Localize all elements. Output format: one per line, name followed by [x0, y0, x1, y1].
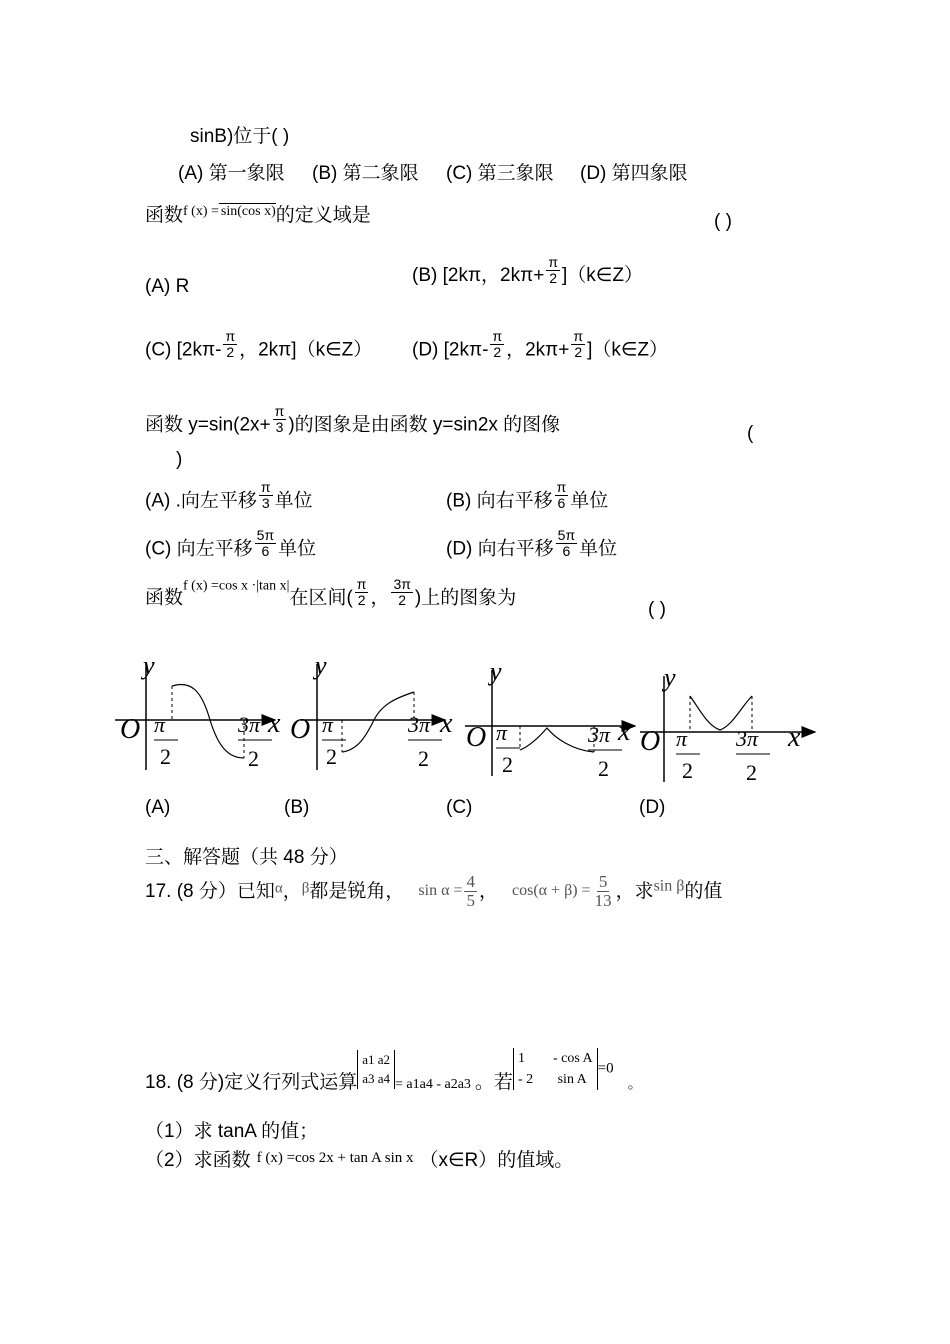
determinant: a1 a2 a3 a4 — [357, 1050, 395, 1089]
x-label: x — [440, 708, 453, 739]
prev-option-b: (B) 第二象限 — [312, 163, 419, 184]
q18-stem: 18. (8 分)定义行列式运算 a1 a2 a3 a4 $_{= a1a4 - a2a3}$ 。若 1 - cos A - 2 sin A $=0_。$ — [145, 1048, 643, 1092]
tick-two: 2 — [502, 752, 513, 777]
q13-formula-lhs: f (x) = — [183, 204, 219, 219]
tick-pi: π — [496, 720, 508, 745]
x-label: x — [618, 716, 631, 747]
q18-part1: （1）求 tanA 的值； — [145, 1121, 319, 1142]
fraction: $\frac{4}{5}$ — [466, 872, 475, 910]
graph-c — [465, 657, 635, 781]
graph-caption-a: (A) — [145, 797, 171, 818]
tick-two: 2 — [682, 758, 693, 783]
fraction: $\frac{\pi}{2}$ — [356, 576, 367, 608]
y-label: y — [490, 657, 502, 686]
fraction: $\frac{\pi}{2}$ — [573, 328, 584, 360]
tick-two: 2 — [160, 744, 171, 769]
q14-option-d: (D) 向右平移 $\frac{5\pi}{6}$ 单位 — [446, 527, 618, 560]
x-label: x — [788, 722, 801, 753]
tick-two: 2 — [326, 744, 337, 769]
curve — [690, 696, 752, 730]
q15-answer-paren: ( ) — [648, 599, 666, 620]
fraction: $\frac{5\pi}{6}$ — [256, 527, 275, 559]
q13-option-d: (D) [2kπ- $\frac{\pi}{2}$ ，2kπ+ $\frac{\pi}{2}$ ]（k∈Z） — [412, 328, 668, 361]
fraction: $\frac{\pi}{2}$ — [492, 328, 503, 360]
tick-3pi: 3π — [736, 726, 759, 751]
tick-two: 2 — [598, 756, 609, 781]
tick-pi: π — [322, 712, 334, 737]
graph-caption-d: (D) — [639, 797, 666, 818]
q14-option-c: (C) 向左平移 $\frac{5\pi}{6}$ 单位 — [145, 527, 317, 560]
q13-formula-radicand: sin(cos x) — [220, 204, 276, 219]
tick-3pi: 3π — [408, 712, 431, 737]
origin-label: O — [290, 714, 311, 745]
q13-option-a: (A) R — [145, 276, 190, 297]
q14-paren-close: ) — [176, 449, 183, 470]
determinant: 1 - cos A - 2 sin A — [513, 1048, 598, 1090]
tick-3pi: 3π — [588, 722, 611, 747]
x-label: x — [268, 708, 281, 739]
tick-two: 2 — [418, 746, 429, 771]
curve — [520, 728, 594, 752]
graph-caption-c: (C) — [446, 797, 473, 818]
fraction: $\frac{5\pi}{6}$ — [557, 527, 576, 559]
q18-part2: （2）求函数 $^{f (x) =cos 2x + tan A sin x}$ （x∈R）的值域。 — [145, 1150, 574, 1171]
y-label: y — [315, 651, 327, 680]
q14-option-a: (A) .向左平移 $\frac{\pi}{3}$ 单位 — [145, 479, 313, 512]
curve — [342, 692, 414, 752]
q15-graphs — [110, 650, 830, 790]
graph-d — [640, 663, 815, 785]
tick-pi: π — [676, 726, 688, 751]
q15-formula: f (x) =cos x ·|tan x| — [183, 578, 290, 594]
fraction: $\frac{\pi}{2}$ — [225, 328, 236, 360]
tick-two: 2 — [248, 746, 259, 771]
tick-two: 2 — [746, 760, 757, 785]
curve — [172, 684, 244, 758]
prev-option-d: (D) 第四象限 — [580, 163, 688, 184]
fraction: $\frac{\pi}{3}$ — [274, 403, 285, 435]
q13-answer-paren: ( ) — [714, 211, 732, 232]
graph-caption-b: (B) — [284, 797, 310, 818]
fraction: $\frac{\pi}{3}$ — [260, 479, 271, 511]
q14-paren-open: ( — [747, 423, 754, 444]
q14-option-b: (B) 向右平移 $\frac{\pi}{6}$ 单位 — [446, 479, 609, 512]
prev-question-tail: sinB)位于( ) — [190, 126, 290, 147]
fraction: $\frac{\pi}{6}$ — [556, 479, 567, 511]
section-title: 三、解答题（共 48 分） — [145, 847, 348, 868]
graph-a — [115, 651, 281, 771]
prev-option-a: (A) 第一象限 — [178, 163, 285, 184]
fraction: $\frac{5}{13}$ — [594, 872, 612, 910]
fraction: $\frac{3\pi}{2}$ — [393, 576, 411, 608]
q15-stem: 函数$^{f (x) =cos x \cdot|tan x|}$在区间( $\frac{\pi}{2}$ ， $\frac{3\pi}{2}$ )上的图象为 — [145, 576, 517, 609]
origin-label: O — [466, 722, 487, 753]
q13-option-c: (C) [2kπ- $\frac{\pi}{2}$ ，2kπ]（k∈Z） — [145, 328, 373, 361]
q17-stem: 17. (8 分）已知$^\alpha$，$^\beta$都是锐角， sin α = $\frac{4}{5}$ ， cos(α + β) = $\frac{5}{13}$ ，求$^{sin \beta}$的值 — [145, 872, 723, 910]
graph-b — [290, 651, 453, 771]
q13-option-b: (B) [2kπ，2kπ+ $\frac{\pi}{2}$ ]（k∈Z） — [412, 254, 643, 287]
tick-3pi: 3π — [238, 712, 261, 737]
fraction: $\frac{\pi}{2}$ — [548, 254, 559, 286]
q13-stem: 函数$^{f (x) = sin(cos x)}$的定义域是 — [145, 204, 371, 226]
tick-pi: π — [154, 712, 166, 737]
q14-stem: 函数 y=sin(2x+ $\frac{\pi}{3}$ )的图象是由函数 y=sin2x 的图像 — [145, 403, 561, 436]
y-label: y — [664, 663, 676, 692]
y-label: y — [143, 651, 155, 680]
prev-option-c: (C) 第三象限 — [446, 163, 554, 184]
origin-label: O — [120, 714, 141, 745]
origin-label: O — [640, 726, 661, 757]
